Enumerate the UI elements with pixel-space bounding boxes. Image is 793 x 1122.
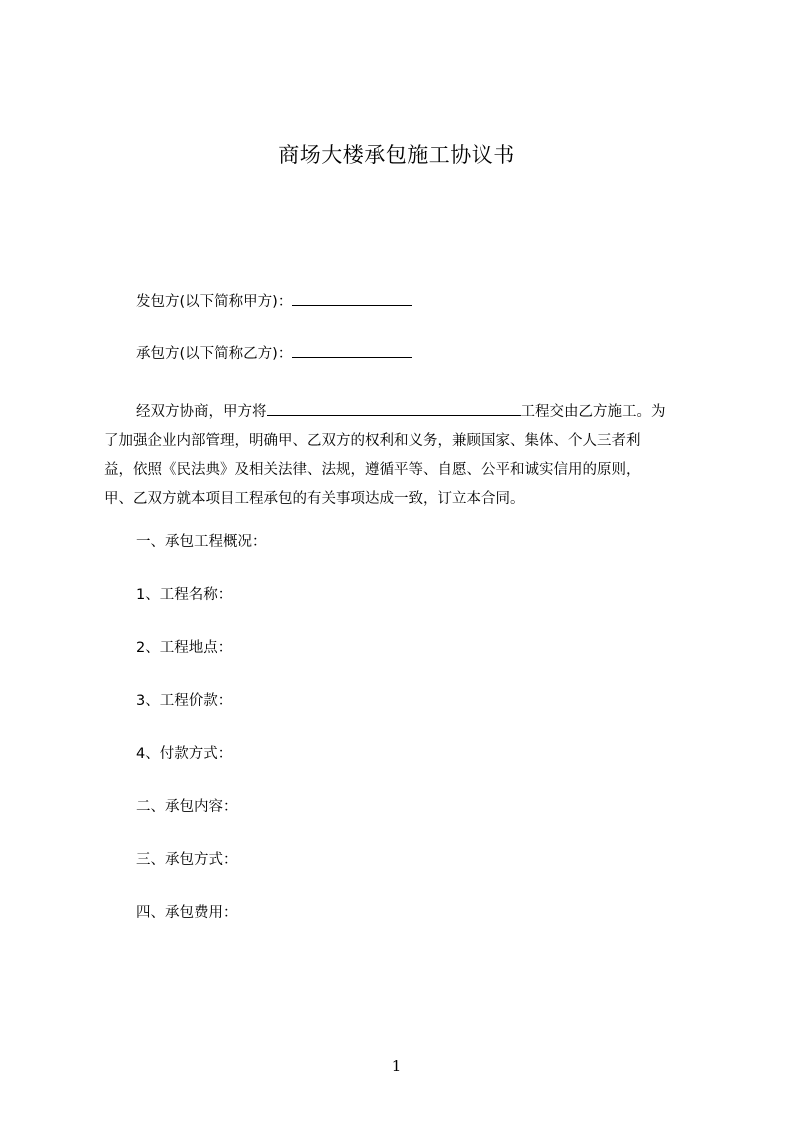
party-a-line [136, 292, 412, 312]
party-b-label: 承包方(以下简称乙方)： [136, 346, 293, 362]
page-number: 1 [391, 1057, 402, 1075]
item-project-price: 3、工程价款： [136, 693, 233, 709]
item-project-name: 1、工程名称： [136, 587, 233, 603]
intro-line-1-suffix: 工程交由乙方施工。为 [520, 404, 666, 420]
party-a-blank [292, 292, 412, 306]
intro-line-1-prefix: 经双方协商，甲方将 [136, 404, 267, 420]
intro-line-3: 益，依照《民法典》及相关法律、法规，遵循平等、自愿、公平和诚实信用的原则， [104, 462, 641, 478]
section-4-heading: 四、承包费用： [136, 905, 238, 921]
project-name-blank [267, 402, 521, 416]
intro-line-4: 甲、乙双方就本项目工程承包的有关事项达成一致，订立本合同。 [104, 491, 525, 507]
intro-paragraph [104, 398, 704, 514]
item-payment-method: 4、付款方式： [136, 746, 233, 762]
party-b-blank [292, 344, 412, 358]
section-3-heading: 三、承包方式： [136, 852, 238, 868]
intro-line-1 [104, 398, 704, 427]
intro-line-2: 了加强企业内部管理，明确甲、乙双方的权利和义务，兼顾国家、集体、个人三者利 [104, 433, 641, 449]
party-a-label: 发包方(以下简称甲方)： [136, 294, 293, 310]
section-2-heading: 二、承包内容： [136, 799, 238, 815]
item-project-location: 2、工程地点： [136, 640, 233, 656]
party-b-line [136, 344, 412, 364]
section-1-heading: 一、承包工程概况： [136, 534, 267, 550]
document-title: 商场大楼承包施工协议书 [278, 143, 515, 167]
